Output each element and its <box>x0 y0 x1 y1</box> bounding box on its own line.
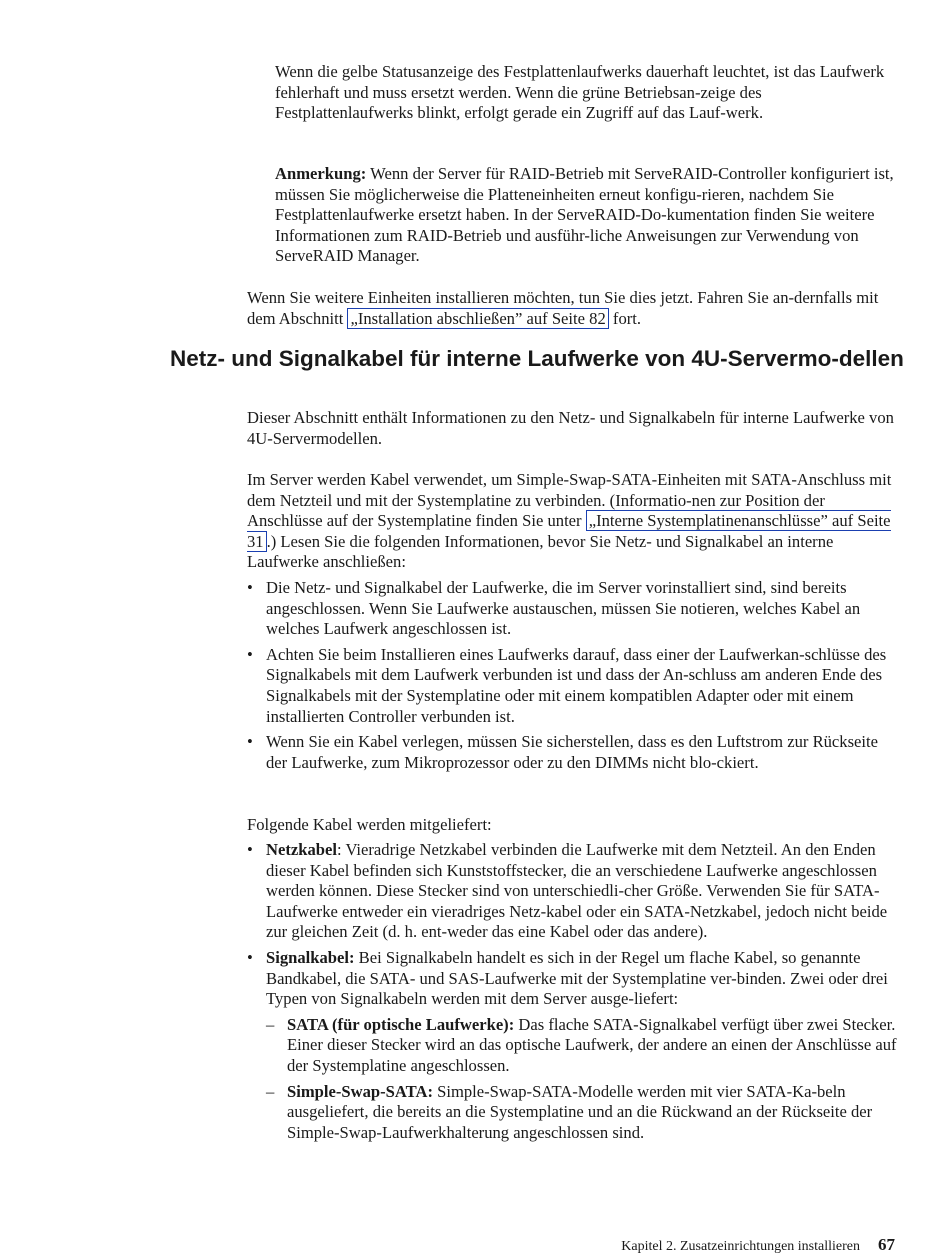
simple-swap-text: Simple-Swap-SATA-Modelle werden mit vier SATA-Ka-beln ausgeliefert, die bereits an die Systemplatine und an die Rückwand an der Rückseite der Simple-Swap-Laufwerkhalterung angeschlossen sind. <box>287 1081 873 1142</box>
note-text: Wenn der Server für RAID-Betrieb mit ServeRAID-Controller konfiguriert ist, müssen Sie möglicherweise die Platteneinheiten erneut konfigu-rieren, nachdem Sie Festplattenlaufwerke ersetzt haben. In der ServeRAID-Do-kumentation finden Sie weitere Informationen zum RAID-Betrieb und ausführ-liche Anweisungen zur Verwendung von ServeRAID Manager. <box>275 164 894 266</box>
supplied-paragraph <box>247 815 902 836</box>
signal-cable-label: Signalkabel: <box>266 947 355 967</box>
list-item <box>247 645 902 727</box>
section-heading: Netz- und Signalkabel für interne Laufwerke von 4U-Servermo-dellen <box>170 346 904 371</box>
page-number: 67 <box>878 1235 895 1254</box>
dash-marker: – <box>266 1081 275 1101</box>
list-item-power-cable <box>247 840 902 943</box>
chapter-title: Kapitel 2. Zusatzeinrichtungen installieren <box>621 1239 860 1254</box>
note-label: Anmerkung: <box>275 164 367 183</box>
cables-text: Im Server werden Kabel verwendet, um Simple-Swap-SATA-Einheiten mit SATA-Anschluss mit dem Netzteil und mit der Systemplatine zu verbinden. (Informatio-nen zur Position der Anschlüsse auf der Systemplatine finden Sie unter <box>247 470 892 531</box>
more-devices-text: Wenn Sie weitere Einheiten installieren möchten, tun Sie dies jetzt. Fahren Sie an-dernfalls mit dem Abschnitt <box>247 288 879 328</box>
status-text: Wenn die gelbe Statusanzeige des Festplattenlaufwerks dauerhaft leuchtet, ist das Laufwerk fehlerhaft und muss ersetzt werden. Wenn die grüne Betriebsan-zeige des Festplattenlaufwerks blinkt, erfolgt gerade ein Zugriff auf das Lauf-werk. <box>275 62 885 123</box>
cable-list <box>247 840 902 1148</box>
sub-item-sata-optical <box>266 1015 902 1077</box>
link-system-board-connectors[interactable]: „Interne Systemplatinenanschlüsse” auf Seite 31 <box>247 511 891 551</box>
more-devices-tail: fort. <box>608 308 642 328</box>
list-item <box>247 732 902 773</box>
signal-cable-text: Bei Signalkabeln handelt es sich in der Regel um flache Kabel, so genannte Bandkabel, die SATA- und SAS-Laufwerke mit der Systemplatine ver-binden. Zwei oder drei Typen von Signalkabeln werden mit dem Server ausge-liefert: <box>266 947 888 1009</box>
bullet-marker: • <box>247 644 253 664</box>
more-devices-paragraph <box>247 288 902 329</box>
intro-paragraph <box>247 408 902 449</box>
power-cable-text: : Vieradrige Netzkabel verbinden die Laufwerke mit dem Netzteil. An den Enden dieser Kabel befinden sich Kunststoffstecker, die an verschiedene Laufwerke angeschlossen werden können. Diese Stecker sind von unterschiedli-cher Größe. Verwenden Sie für SATA-Laufwerke entweder ein vieradriges Netz-kabel oder ein SATA-Netzkabel, jedoch nicht beide zur gleichen Zeit (d. h. ent-weder das eine Kabel oder das andere). <box>266 840 888 942</box>
list-item-text: Die Netz- und Signalkabel der Laufwerke, die im Server vorinstalliert sind, sind bereits angeschlossen. Wenn Sie Laufwerke austauschen, müssen Sie notieren, welches Kabel an welches Laufwerk angeschlossen ist. <box>266 578 861 639</box>
page-footer <box>621 1235 895 1255</box>
link-installation-complete[interactable]: „Installation abschließen” auf Seite 82 <box>347 308 608 329</box>
simple-swap-label: Simple-Swap-SATA: <box>287 1081 433 1101</box>
power-cable-label: Netzkabel <box>266 840 337 859</box>
list-item-signal-cable <box>247 948 902 1143</box>
list-item-text: Achten Sie beim Installieren eines Laufwerks darauf, dass einer der Laufwerkan-schlüsse des Signalkabels mit dem Laufwerk verbunden ist und dass der An-schluss am anderen Ende des Signalkabels mit der Systemplatine oder mit einem kompatiblen Adapter oder mit einem installierten Controller verbunden ist. <box>266 644 887 726</box>
cables-tail: .) Lesen Sie die folgenden Informationen, bevor Sie Netz- und Signalkabel an interne Laufwerke anschließen: <box>247 531 834 572</box>
bullet-marker: • <box>247 947 253 967</box>
dash-marker: – <box>266 1014 275 1034</box>
cables-paragraph <box>247 470 902 573</box>
note-paragraph <box>275 164 900 267</box>
intro-text: Dieser Abschnitt enthält Informationen zu den Netz- und Signalkabeln für interne Laufwerke von 4U-Servermodellen. <box>247 408 894 448</box>
sata-optical-text: Das flache SATA-Signalkabel verfügt über zwei Stecker. Einer dieser Stecker wird an das optische Laufwerk, der andere an einen der Anschlüsse auf der Systemplatine angeschlossen. <box>287 1014 897 1075</box>
sata-optical-label: SATA (für optische Laufwerke): <box>287 1014 515 1034</box>
list-item <box>247 578 902 640</box>
sub-item-simple-swap-sata <box>266 1082 902 1144</box>
bullet-marker: • <box>247 578 253 597</box>
instructions-list <box>247 578 902 778</box>
status-paragraph <box>275 62 900 124</box>
bullet-marker: • <box>247 840 253 859</box>
bullet-marker: • <box>247 732 253 752</box>
list-item-text: Wenn Sie ein Kabel verlegen, müssen Sie sicherstellen, dass es den Luftstrom zur Rückseite der Laufwerke, zum Mikroprozessor oder zu den DIMMs nicht blo-ckiert. <box>266 732 879 772</box>
supplied-text: Folgende Kabel werden mitgeliefert: <box>247 815 492 834</box>
